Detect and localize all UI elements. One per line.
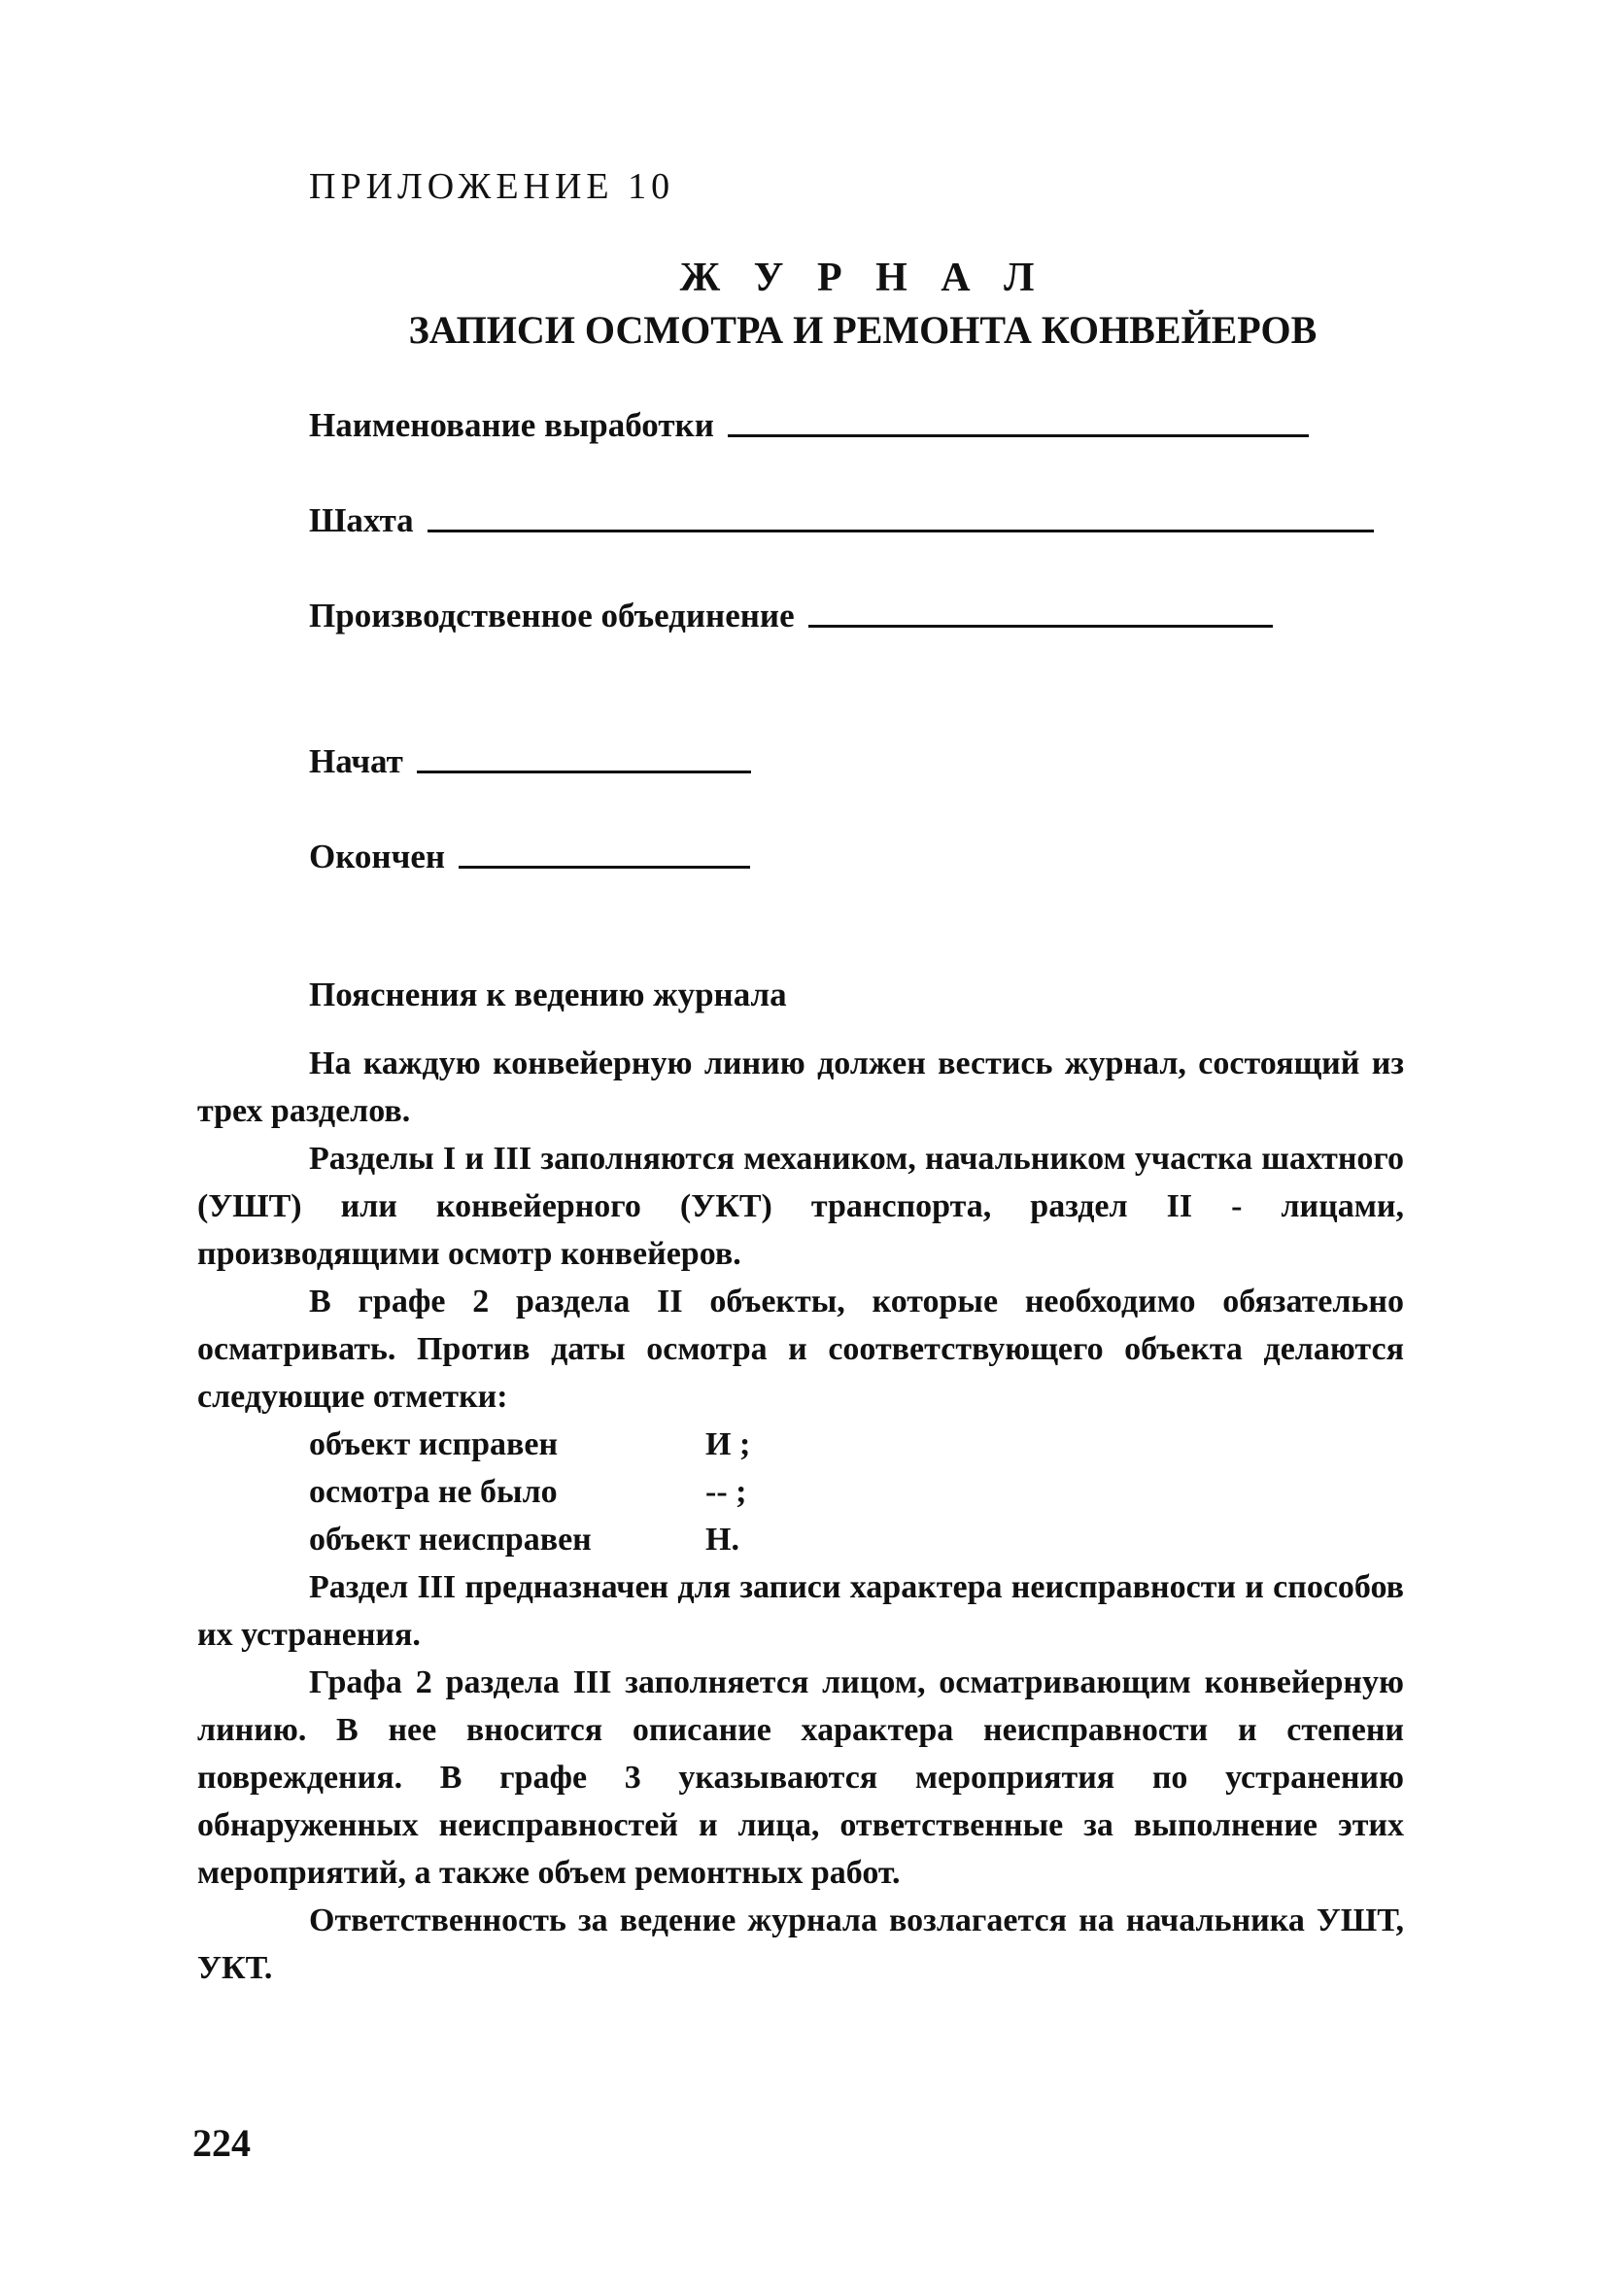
mark-row — [309, 1421, 783, 1468]
field-started — [309, 742, 751, 781]
mark-label: объект исправен — [309, 1426, 559, 1462]
appendix-label: ПРИЛОЖЕНИЕ 10 — [309, 166, 675, 207]
paragraph-6: Ответственность за ведение журнала возлагается на начальника УШТ, УКТ. — [197, 1902, 1404, 1986]
marks-list — [309, 1421, 783, 1563]
paragraph-3: В графе 2 раздела II объекты, которые необходимо обязательно осматривать. Против даты осмотра и соответствующего объекта делаются следующие отметки: — [197, 1284, 1404, 1415]
explanations-body-top — [197, 1040, 1404, 1421]
field-finished-label: Окончен — [309, 838, 446, 875]
paragraph-1: На каждую конвейерную линию должен вестись журнал, состоящий из трех разделов. — [197, 1045, 1404, 1129]
journal-subtitle: ЗАПИСИ ОСМОТРА И РЕМОНТА КОНВЕЙЕРОВ — [408, 308, 1318, 352]
explanations-body-bottom — [197, 1563, 1404, 1992]
mark-label: объект неисправен — [309, 1522, 592, 1558]
field-association — [309, 597, 1273, 635]
journal-title: Ж У Р Н А Л — [679, 256, 1046, 300]
field-working — [309, 406, 1309, 445]
mark-row — [309, 1468, 783, 1516]
field-finished — [309, 838, 750, 876]
explanations-heading: Пояснения к ведению журнала — [309, 976, 787, 1013]
field-started-label: Начат — [309, 742, 403, 780]
paragraph-5: Графа 2 раздела III заполняется лицом, осматривающим конвейерную линию. В нее вносится описание характера неисправности и степени повреждения. В графе 3 указываются мероприятия по устранению обнаруженных неисправностей и лица, ответственные за выполнение этих мероприятий, а также объем ремонтных работ. — [197, 1664, 1404, 1891]
mark-symbol: -- ; — [705, 1474, 747, 1510]
field-working-label: Наименование выработки — [309, 406, 714, 444]
field-mine-blank — [428, 526, 1374, 532]
mark-label: осмотра не было — [309, 1474, 558, 1510]
field-association-label: Производственное объединение — [309, 597, 795, 634]
page-number: 224 — [192, 2121, 251, 2165]
mark-symbol: И ; — [705, 1426, 751, 1462]
paragraph-4: Раздел III предназначен для записи характера неисправности и способов их устранения. — [197, 1569, 1404, 1653]
field-association-blank — [808, 621, 1273, 628]
field-working-blank — [728, 430, 1309, 437]
field-finished-blank — [459, 862, 750, 869]
field-started-blank — [417, 767, 751, 773]
field-mine-label: Шахта — [309, 501, 414, 539]
mark-symbol: Н. — [705, 1522, 739, 1558]
mark-row — [309, 1516, 783, 1563]
field-mine — [309, 501, 1374, 540]
paragraph-2: Разделы I и III заполняются механиком, начальником участка шахтного (УШТ) или конвейерного (УКТ) транспорта, раздел II - лицами, производящими осмотр конвейеров. — [197, 1141, 1404, 1272]
